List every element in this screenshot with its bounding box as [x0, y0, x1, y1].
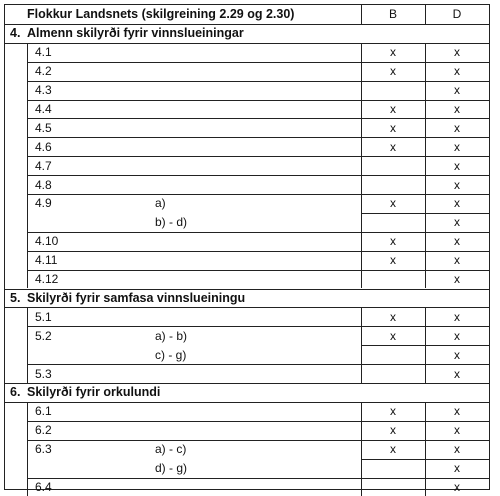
col-d-mark-text: x — [454, 234, 460, 249]
col-b-mark — [361, 251, 425, 270]
col-b-mark-text: x — [390, 328, 396, 343]
table-row — [5, 118, 489, 137]
col-d-mark-text: x — [454, 479, 460, 494]
item-subclause — [155, 194, 361, 213]
header-col-d-text: D — [452, 7, 462, 22]
item-code-text: 4.2 — [35, 64, 52, 79]
col-d-mark — [425, 81, 489, 100]
column-divider — [27, 307, 28, 383]
col-d-mark — [425, 175, 489, 194]
item-code — [27, 194, 155, 213]
col-d-mark-text: x — [454, 442, 460, 457]
section-number-text: 6. — [10, 385, 21, 400]
table-row — [5, 100, 489, 119]
col-d-mark-text: x — [454, 347, 460, 362]
col-b-mark-text: x — [390, 234, 396, 249]
col-b-mark — [361, 478, 425, 496]
col-d-mark-text: x — [454, 158, 460, 173]
item-subclause — [155, 118, 361, 137]
requirements-table — [4, 4, 490, 494]
item-subclause-text: d) - g) — [155, 461, 188, 476]
item-code-text: 6.1 — [35, 404, 52, 419]
table-row — [5, 175, 489, 194]
column-divider — [425, 43, 426, 289]
section-title — [27, 24, 489, 43]
item-code-text: 4.5 — [35, 120, 52, 135]
item-code — [27, 232, 155, 251]
column-divider — [425, 5, 426, 24]
col-d-mark — [425, 345, 489, 364]
col-d-mark — [425, 156, 489, 175]
col-d-mark-text: x — [454, 328, 460, 343]
col-d-mark-text: x — [454, 83, 460, 98]
section-title-text: Skilyrði fyrir samfasa vinnslueiningu — [27, 290, 246, 305]
section-row — [5, 383, 489, 402]
item-subclause — [155, 478, 361, 496]
col-d-mark — [425, 402, 489, 421]
item-code — [27, 440, 155, 459]
col-d-mark-text: x — [454, 423, 460, 438]
item-code-text: 5.2 — [35, 328, 52, 343]
section-title — [27, 383, 489, 402]
col-b-mark-text: x — [390, 423, 396, 438]
column-divider — [27, 43, 28, 289]
item-code — [27, 175, 155, 194]
table-row — [5, 345, 489, 364]
item-subclause — [155, 402, 361, 421]
item-code-text: 4.12 — [35, 272, 59, 287]
col-d-mark — [425, 421, 489, 440]
item-subclause — [155, 175, 361, 194]
col-b-mark — [361, 137, 425, 156]
item-code-text: 4.3 — [35, 83, 52, 98]
item-subclause — [155, 345, 361, 364]
col-b-mark — [361, 440, 425, 459]
section-title — [27, 289, 489, 308]
item-subclause — [155, 440, 361, 459]
col-b-mark-text: x — [390, 120, 396, 135]
section-number — [5, 24, 27, 43]
col-d-mark-text: x — [454, 461, 460, 476]
col-d-mark — [425, 118, 489, 137]
header-col-d — [425, 5, 489, 24]
col-b-mark — [361, 345, 425, 364]
col-b-mark — [361, 118, 425, 137]
table-row — [5, 364, 489, 383]
item-subclause — [155, 100, 361, 119]
col-b-mark — [361, 326, 425, 345]
item-subclause-text: a) - c) — [155, 442, 187, 457]
col-b-mark-text: x — [390, 309, 396, 324]
column-divider — [425, 307, 426, 383]
section-title-text: Almenn skilyrði fyrir vinnslueiningar — [27, 26, 244, 41]
section-row — [5, 24, 489, 43]
table-row — [5, 251, 489, 270]
item-code-text: 4.11 — [35, 253, 58, 268]
col-d-mark-text: x — [454, 177, 460, 192]
item-code-text: 4.9 — [35, 196, 52, 211]
header-col-b-text: B — [388, 7, 397, 22]
col-d-mark-text: x — [454, 272, 460, 287]
col-d-mark-text: x — [454, 101, 460, 116]
col-b-mark-text: x — [390, 442, 396, 457]
item-code — [27, 100, 155, 119]
col-d-mark — [425, 232, 489, 251]
col-d-mark-text: x — [454, 404, 460, 419]
item-code — [27, 364, 155, 383]
section-number-text: 4. — [10, 26, 21, 41]
item-code-text: 4.10 — [35, 234, 59, 249]
item-subclause — [155, 364, 361, 383]
col-d-mark — [425, 43, 489, 62]
col-d-mark — [425, 251, 489, 270]
item-code-text: 4.4 — [35, 101, 52, 116]
item-code-text: 6.4 — [35, 479, 52, 494]
col-d-mark-text: x — [454, 196, 460, 211]
item-subclause — [155, 43, 361, 62]
col-d-mark-text: x — [454, 215, 460, 230]
item-subclause-text: c) - g) — [155, 347, 187, 362]
col-d-mark-text: x — [454, 64, 460, 79]
table-row — [5, 137, 489, 156]
item-code — [27, 251, 155, 270]
item-code — [27, 307, 155, 326]
col-d-mark — [425, 100, 489, 119]
item-code-text: 6.3 — [35, 442, 52, 457]
item-subclause-text: a) - b) — [155, 328, 188, 343]
item-subclause-text: b) - d) — [155, 215, 188, 230]
column-divider — [361, 402, 362, 496]
col-b-mark — [361, 459, 425, 478]
item-subclause — [155, 459, 361, 478]
table-row — [5, 232, 489, 251]
table-row — [5, 440, 489, 459]
item-code-text: 4.7 — [35, 158, 52, 173]
item-code — [27, 270, 155, 289]
col-d-mark — [425, 194, 489, 213]
col-b-mark-text: x — [390, 196, 396, 211]
header-title — [5, 5, 361, 24]
col-b-mark — [361, 402, 425, 421]
item-subclause — [155, 251, 361, 270]
item-code — [27, 156, 155, 175]
section-number — [5, 383, 27, 402]
item-code — [27, 402, 155, 421]
item-subclause-text: a) — [155, 196, 166, 211]
item-subclause — [155, 270, 361, 289]
col-b-mark — [361, 175, 425, 194]
col-b-mark — [361, 62, 425, 81]
table-row — [5, 402, 489, 421]
col-b-mark-text: x — [390, 404, 396, 419]
column-divider — [361, 5, 362, 24]
col-b-mark — [361, 307, 425, 326]
col-b-mark — [361, 100, 425, 119]
item-subclause — [155, 307, 361, 326]
col-b-mark — [361, 421, 425, 440]
section-title-text: Skilyrði fyrir orkulundi — [27, 385, 161, 400]
col-b-mark-text: x — [390, 64, 396, 79]
item-subclause — [155, 326, 361, 345]
table-row — [5, 478, 489, 496]
table-row — [5, 421, 489, 440]
col-d-mark — [425, 270, 489, 289]
item-code-text: 5.1 — [35, 309, 52, 324]
col-d-mark-text: x — [454, 120, 460, 135]
col-b-mark — [361, 270, 425, 289]
item-code — [27, 421, 155, 440]
table-row — [5, 81, 489, 100]
item-code — [27, 81, 155, 100]
col-b-mark-text: x — [390, 101, 396, 116]
col-d-mark — [425, 440, 489, 459]
item-code — [27, 478, 155, 496]
item-code-text: 4.8 — [35, 177, 52, 192]
col-d-mark-text: x — [454, 253, 460, 268]
column-divider — [27, 402, 28, 496]
item-subclause — [155, 156, 361, 175]
table-row — [5, 459, 489, 478]
col-d-mark — [425, 62, 489, 81]
col-d-mark — [425, 459, 489, 478]
col-d-mark-text: x — [454, 139, 460, 154]
col-d-mark — [425, 478, 489, 496]
item-subclause — [155, 137, 361, 156]
col-b-mark-text: x — [390, 139, 396, 154]
col-b-mark — [361, 232, 425, 251]
col-d-mark — [425, 326, 489, 345]
item-code-text: 4.1 — [35, 45, 52, 60]
table-row — [5, 194, 489, 213]
item-subclause — [155, 232, 361, 251]
item-subclause — [155, 421, 361, 440]
col-b-mark — [361, 364, 425, 383]
item-code-text: 4.6 — [35, 139, 52, 154]
col-b-mark-text: x — [390, 253, 396, 268]
col-b-mark — [361, 81, 425, 100]
section-number-text: 5. — [10, 290, 21, 305]
col-d-mark — [425, 213, 489, 232]
table-row — [5, 156, 489, 175]
col-b-mark — [361, 156, 425, 175]
header-title-text: Flokkur Landsnets (skilgreining 2.29 og 2.30) — [27, 7, 295, 22]
item-subclause — [155, 81, 361, 100]
table-row — [5, 307, 489, 326]
item-code — [27, 118, 155, 137]
section-row — [5, 289, 489, 308]
table-row — [5, 43, 489, 62]
item-code — [27, 43, 155, 62]
col-b-mark — [361, 194, 425, 213]
header-row — [5, 5, 489, 24]
table-row — [5, 213, 489, 232]
column-divider — [425, 402, 426, 496]
table-row — [5, 326, 489, 345]
col-d-mark — [425, 137, 489, 156]
table-row — [5, 62, 489, 81]
col-d-mark — [425, 364, 489, 383]
col-d-mark-text: x — [454, 366, 460, 381]
col-b-mark-text: x — [390, 45, 396, 60]
header-col-b — [361, 5, 425, 24]
item-subclause — [155, 213, 361, 232]
item-code — [27, 62, 155, 81]
table-row — [5, 270, 489, 289]
col-b-mark — [361, 43, 425, 62]
column-divider — [361, 43, 362, 289]
col-d-mark-text: x — [454, 45, 460, 60]
col-d-mark — [425, 307, 489, 326]
item-code-text: 6.2 — [35, 423, 52, 438]
section-number — [5, 289, 27, 308]
col-d-mark-text: x — [454, 309, 460, 324]
item-subclause — [155, 62, 361, 81]
item-code — [27, 137, 155, 156]
col-b-mark — [361, 213, 425, 232]
item-code-text: 5.3 — [35, 366, 52, 381]
column-divider — [361, 307, 362, 383]
item-code — [27, 326, 155, 345]
